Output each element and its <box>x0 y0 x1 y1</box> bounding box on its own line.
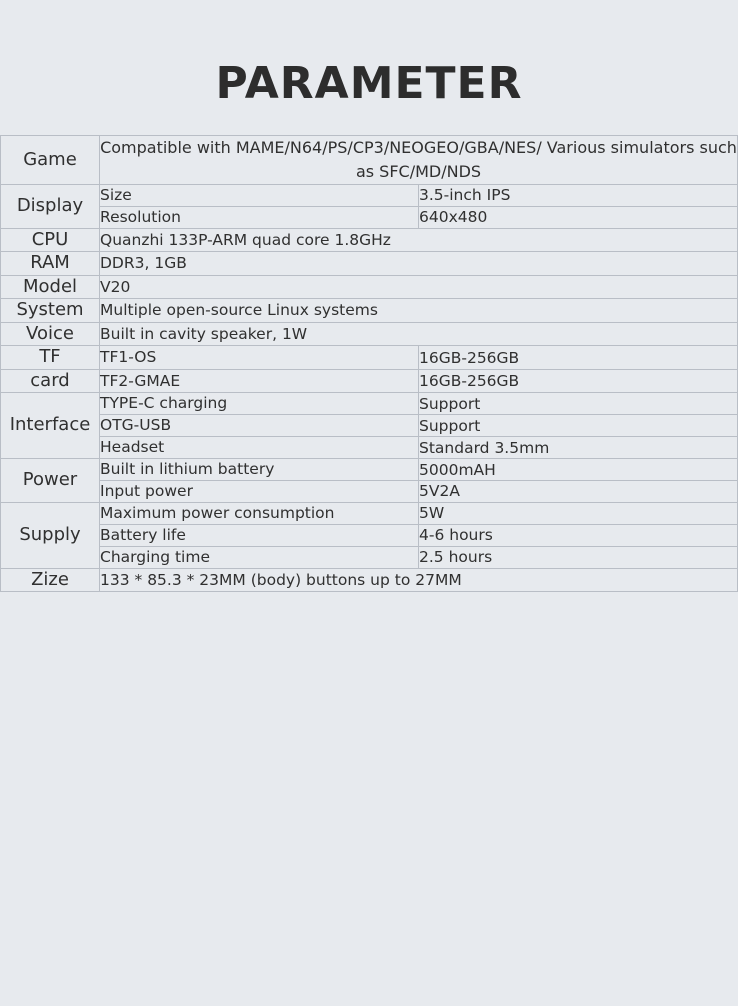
row-label-game: Game <box>1 136 100 185</box>
table-row <box>1 252 738 276</box>
row-subitem-size: Size <box>100 185 419 207</box>
row-subitem-max-power: Maximum power consumption <box>100 502 419 524</box>
row-label-ram: RAM <box>1 252 100 276</box>
table-row <box>1 275 738 299</box>
row-value-headset: Standard 3.5mm <box>419 437 738 459</box>
row-label-cpu: CPU <box>1 228 100 252</box>
row-subitem-otg-usb: OTG-USB <box>100 415 419 437</box>
row-value-charging-time: 2.5 hours <box>419 546 738 568</box>
row-subitem-typec: TYPE-C charging <box>100 393 419 415</box>
row-label-interface: Interface <box>1 393 100 459</box>
row-value-otg-usb: Support <box>419 415 738 437</box>
row-subitem-tf1: TF1-OS <box>100 346 419 370</box>
row-value-system: Multiple open-source Linux systems <box>100 299 738 323</box>
table-row <box>1 437 738 459</box>
row-label-tf-card-line2: card <box>1 369 100 393</box>
row-value-tf1: 16GB-256GB <box>419 346 738 370</box>
row-label-model: Model <box>1 275 100 299</box>
table-row <box>1 415 738 437</box>
table-row <box>1 502 738 524</box>
page-title: PARAMETER <box>215 58 523 109</box>
row-value-battery: 5000mAH <box>419 459 738 481</box>
row-label-size: Zize <box>1 568 100 592</box>
table-row <box>1 481 738 503</box>
row-subitem-headset: Headset <box>100 437 419 459</box>
table-row <box>1 228 738 252</box>
row-value-size-dimensions: 133 * 85.3 * 23MM (body) buttons up to 27MM <box>100 568 738 592</box>
specification-table <box>0 135 738 592</box>
row-value-ram: DDR3, 1GB <box>100 252 738 276</box>
row-subitem-battery: Built in lithium battery <box>100 459 419 481</box>
row-subitem-tf2: TF2-GMAE <box>100 369 419 393</box>
table-row <box>1 299 738 323</box>
row-value-voice: Built in cavity speaker, 1W <box>100 322 738 346</box>
row-value-game: Compatible with MAME/N64/PS/CP3/NEOGEO/GBA/NES/ Various simulators such as SFC/MD/NDS <box>100 136 738 185</box>
row-value-input-power: 5V2A <box>419 481 738 503</box>
table-row <box>1 459 738 481</box>
table-row <box>1 524 738 546</box>
row-value-tf2: 16GB-256GB <box>419 369 738 393</box>
table-row <box>1 393 738 415</box>
table-row <box>1 136 738 185</box>
row-subitem-input-power: Input power <box>100 481 419 503</box>
table-row <box>1 369 738 393</box>
table-row <box>1 546 738 568</box>
row-value-resolution: 640x480 <box>419 206 738 228</box>
row-subitem-resolution: Resolution <box>100 206 419 228</box>
row-value-typec: Support <box>419 393 738 415</box>
row-value-cpu: Quanzhi 133P-ARM quad core 1.8GHz <box>100 228 738 252</box>
row-label-power-line1: Power <box>1 459 100 503</box>
row-label-display: Display <box>1 185 100 229</box>
row-value-max-power: 5W <box>419 502 738 524</box>
row-label-system: System <box>1 299 100 323</box>
row-value-size: 3.5-inch IPS <box>419 185 738 207</box>
row-label-voice: Voice <box>1 322 100 346</box>
row-value-model: V20 <box>100 275 738 299</box>
table-row <box>1 206 738 228</box>
table-row <box>1 346 738 370</box>
table-row <box>1 322 738 346</box>
table-row <box>1 568 738 592</box>
row-subitem-charging-time: Charging time <box>100 546 419 568</box>
row-value-battery-life: 4-6 hours <box>419 524 738 546</box>
row-label-power-line2: Supply <box>1 502 100 568</box>
row-subitem-battery-life: Battery life <box>100 524 419 546</box>
table-row <box>1 185 738 207</box>
row-label-tf-card-line1: TF <box>1 346 100 370</box>
